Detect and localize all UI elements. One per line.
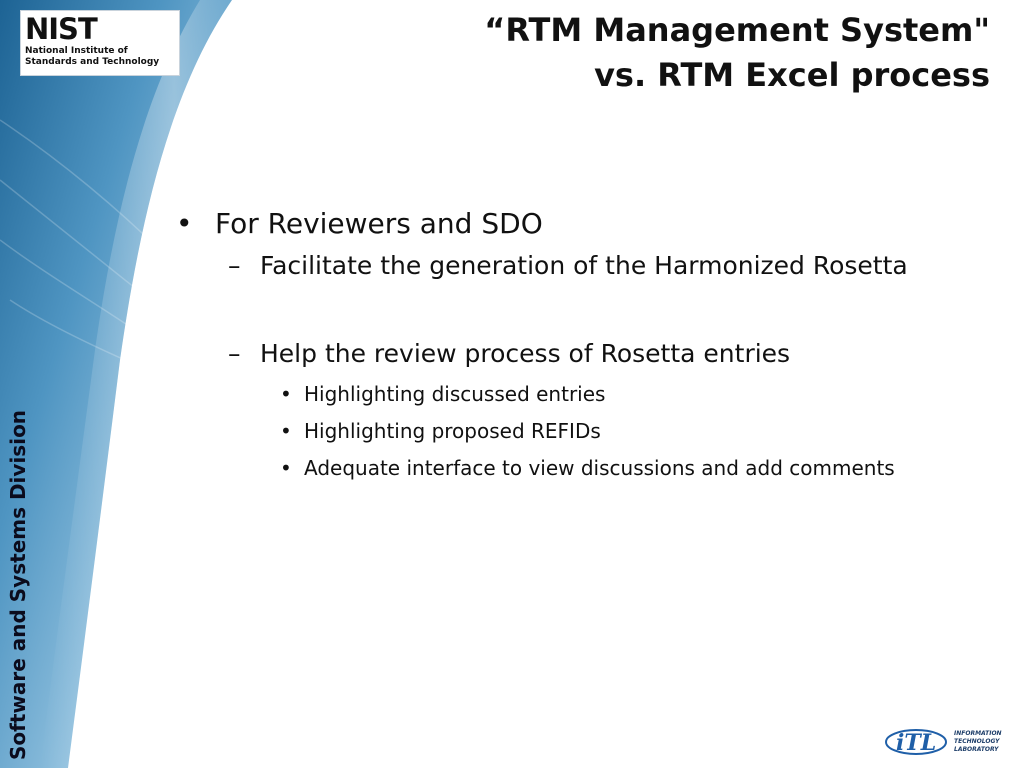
division-label-text: Software and Systems Division [6,409,30,760]
slide-title [350,8,990,98]
title-line-1: “RTM Management System" [484,11,990,49]
itl-subtitle-line: TECHNOLOGY [954,738,1000,745]
bullet-text: For Reviewers and SDO [215,207,543,240]
itl-logo [884,722,1014,762]
nist-subtitle: National Institute of Standards and Technology [25,46,160,67]
bullet-marker: • [280,419,292,443]
title-line-2: vs. RTM Excel process [594,56,990,94]
bullet-level-3 [172,450,1002,487]
bullet-marker: • [176,207,193,240]
bullet-text: Adequate interface to view discussions and add comments [304,456,895,480]
bullet-spacer [172,288,1002,332]
bullet-level-3 [172,376,1002,413]
bullet-level-1 [172,204,1002,244]
nist-wordmark: NIST [25,12,97,46]
bullet-text: Help the review process of Rosetta entries [260,339,791,368]
division-label [4,388,36,760]
bullet-list [172,204,1002,487]
itl-wordmark: iTL [896,730,937,756]
bullet-marker: • [280,456,292,480]
bullet-marker: • [280,382,292,406]
dash-marker: – [228,251,241,280]
nist-logo [20,10,180,76]
itl-subtitle-line: INFORMATION [954,730,1002,737]
bullet-level-2 [172,332,1002,376]
bullet-text: Facilitate the generation of the Harmonized Rosetta [260,251,908,280]
bullet-text: Highlighting proposed REFIDs [304,419,601,443]
bullet-level-2 [172,244,1002,288]
itl-subtitle-line: LABORATORY [954,746,999,753]
dash-marker: – [228,339,241,368]
bullet-level-3 [172,413,1002,450]
bullet-text: Highlighting discussed entries [304,382,606,406]
